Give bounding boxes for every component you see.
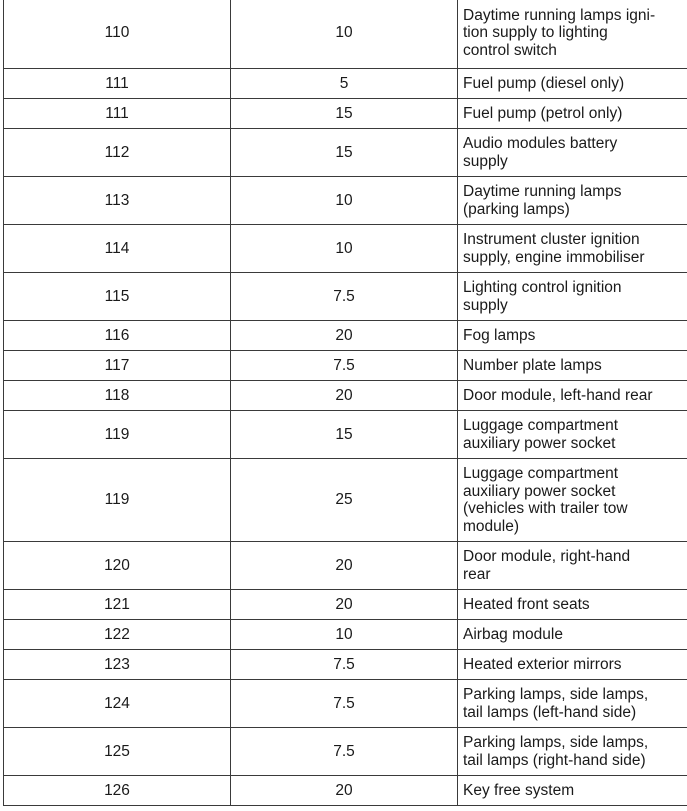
circuit-description-cell: Audio modules battery supply — [458, 129, 687, 177]
table-row — [4, 411, 687, 459]
circuit-description-cell: Instrument cluster ignition supply, engine immobiliser — [458, 225, 687, 273]
fuse-rating-cell: 10 — [231, 225, 458, 273]
fuse-rating-cell: 20 — [231, 321, 458, 351]
table-row — [4, 129, 687, 177]
fuse-rating-cell: 20 — [231, 590, 458, 620]
fuse-number-cell: 115 — [4, 273, 231, 321]
circuit-description-cell: Airbag module — [458, 620, 687, 650]
fuse-number-cell: 125 — [4, 728, 231, 776]
table-row — [4, 321, 687, 351]
fuse-rating-cell: 15 — [231, 411, 458, 459]
fuse-number-cell: 118 — [4, 381, 231, 411]
fuse-rating-cell: 20 — [231, 542, 458, 590]
circuit-description-cell: Lighting control ignition supply — [458, 273, 687, 321]
fuse-number-cell: 116 — [4, 321, 231, 351]
fuse-number-cell: 119 — [4, 411, 231, 459]
fuse-rating-cell: 10 — [231, 0, 458, 69]
fuse-table-body — [4, 0, 687, 806]
table-row — [4, 0, 687, 69]
circuit-description-cell: Fog lamps — [458, 321, 687, 351]
fuse-rating-cell: 7.5 — [231, 680, 458, 728]
table-row — [4, 542, 687, 590]
circuit-description-cell: Fuel pump (petrol only) — [458, 99, 687, 129]
circuit-description-cell: Key free system — [458, 776, 687, 806]
table-row — [4, 776, 687, 806]
circuit-description-cell: Parking lamps, side lamps, tail lamps (right-hand side) — [458, 728, 687, 776]
fuse-number-cell: 121 — [4, 590, 231, 620]
fuse-number-cell: 111 — [4, 69, 231, 99]
table-row — [4, 459, 687, 542]
fuse-number-cell: 123 — [4, 650, 231, 680]
circuit-description-cell: Door module, right-hand rear — [458, 542, 687, 590]
circuit-description-cell: Luggage compartment auxiliary power socket (vehicles with trailer tow module) — [458, 459, 687, 542]
fuse-number-cell: 113 — [4, 177, 231, 225]
table-row — [4, 273, 687, 321]
circuit-description-cell: Heated front seats — [458, 590, 687, 620]
circuit-description-cell: Daytime running lamps igni- tion supply to lighting control switch — [458, 0, 687, 69]
fuse-rating-cell: 7.5 — [231, 728, 458, 776]
circuit-description-cell: Fuel pump (diesel only) — [458, 69, 687, 99]
fuse-rating-cell: 15 — [231, 99, 458, 129]
fuse-rating-cell: 10 — [231, 620, 458, 650]
fuse-rating-cell: 5 — [231, 69, 458, 99]
fuse-table — [3, 0, 687, 806]
fuse-number-cell: 126 — [4, 776, 231, 806]
circuit-description-cell: Door module, left-hand rear — [458, 381, 687, 411]
fuse-number-cell: 124 — [4, 680, 231, 728]
fuse-rating-cell: 20 — [231, 381, 458, 411]
fuse-rating-cell: 15 — [231, 129, 458, 177]
table-row — [4, 225, 687, 273]
table-row — [4, 620, 687, 650]
table-row — [4, 177, 687, 225]
table-row — [4, 351, 687, 381]
fuse-rating-cell: 7.5 — [231, 273, 458, 321]
fuse-number-cell: 120 — [4, 542, 231, 590]
circuit-description-cell: Parking lamps, side lamps, tail lamps (left-hand side) — [458, 680, 687, 728]
fuse-rating-cell: 7.5 — [231, 351, 458, 381]
fuse-number-cell: 110 — [4, 0, 231, 69]
circuit-description-cell: Daytime running lamps (parking lamps) — [458, 177, 687, 225]
circuit-description-cell: Number plate lamps — [458, 351, 687, 381]
fuse-number-cell: 117 — [4, 351, 231, 381]
table-row — [4, 99, 687, 129]
table-row — [4, 680, 687, 728]
table-row — [4, 728, 687, 776]
fuse-rating-cell: 25 — [231, 459, 458, 542]
circuit-description-cell: Luggage compartment auxiliary power socket — [458, 411, 687, 459]
circuit-description-cell: Heated exterior mirrors — [458, 650, 687, 680]
fuse-number-cell: 119 — [4, 459, 231, 542]
table-row — [4, 590, 687, 620]
fuse-number-cell: 112 — [4, 129, 231, 177]
fuse-number-cell: 122 — [4, 620, 231, 650]
table-row — [4, 381, 687, 411]
fuse-number-cell: 111 — [4, 99, 231, 129]
fuse-rating-cell: 10 — [231, 177, 458, 225]
table-row — [4, 650, 687, 680]
fuse-number-cell: 114 — [4, 225, 231, 273]
table-row — [4, 69, 687, 99]
fuse-rating-cell: 7.5 — [231, 650, 458, 680]
fuse-rating-cell: 20 — [231, 776, 458, 806]
